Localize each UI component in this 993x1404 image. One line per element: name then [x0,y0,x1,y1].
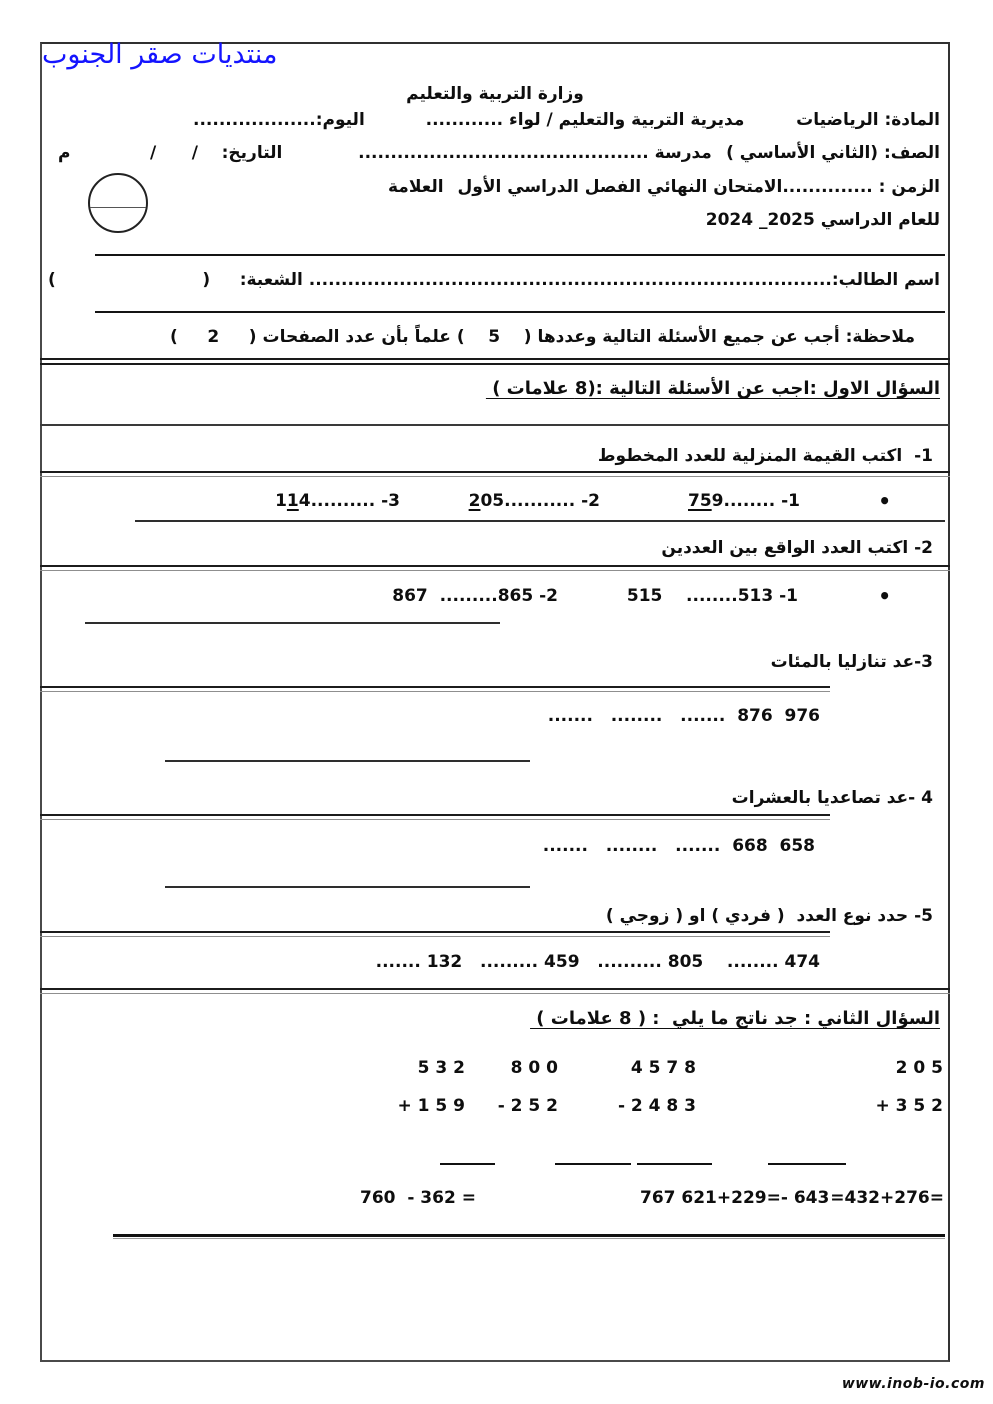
footer-url: www.inob-io.com [841,1376,985,1392]
ministry-title: وزارة التربية والتعليم [406,84,584,104]
arithmetic-column-4 [335,1058,465,1116]
q2-answer-rule [85,622,500,624]
q2-item-2: 867 .........865 -2 [392,586,558,606]
forum-watermark: منتديات صقر الجنوب [42,39,278,70]
mark-circle [88,173,148,233]
mark-label: العلامة [388,177,444,197]
operand-bottom: + 3 5 2 [875,1096,943,1116]
equation-middle: 767 621+229=- 643 [640,1188,830,1208]
q2-heading-rule [40,565,950,571]
digits-post: 9 [711,491,724,511]
day-field: اليوم:................... [193,110,365,130]
mark-circle-divider [90,207,146,208]
answer-dots: ........... [504,491,576,511]
section2-end-rule [113,1234,945,1239]
school-year-line [706,208,940,232]
separator-line-top [95,254,945,256]
item-index: -1 [775,491,800,511]
arithmetic-column-1 [813,1058,943,1116]
section2-title: السؤال الثاني : جد ناتج ما يلي : ( 8 علامات ) [530,1008,940,1029]
q1-item-2 [469,491,600,511]
operand-top: 2 0 5 [895,1058,943,1078]
underlined-digit: 75 [688,491,712,511]
operand-bottom: - 2 5 2 [497,1096,558,1116]
student-name-field: اسم الطالب:................................................................................. الشعبة: ( [202,270,940,290]
digits-post: 4 [298,491,311,511]
q1-item-1 [688,491,800,511]
q3-heading: 3-عد تنازليا بالمئات [770,652,933,672]
operand-bottom: - 2 4 8 3 [617,1096,696,1116]
q5-heading: 5- حدد نوع العدد ( فردي ) او ( زوجي ) [605,906,933,926]
year-label: للعام الدراسي [814,210,940,230]
directorate-label: مديرية التربية والتعليم / لواء ............ [425,110,745,130]
answer-dots: .......... [310,491,376,511]
operand-top: 5 3 2 [417,1058,465,1078]
section-close-paren: ) [48,270,56,290]
answer-dots: ........ [723,491,776,511]
digits-pre: 1 [275,491,287,511]
q3-sequence: ....... ........ ....... 876 976 [547,706,820,726]
operand-top: 4 5 7 8 [630,1058,696,1078]
q5-heading-rule [40,931,830,937]
operand-top: 8 0 0 [510,1058,558,1078]
item-index: -3 [375,491,400,511]
grade-label: الصف: (الثاني الأساسي ) [726,143,940,163]
q1-item-3 [275,491,400,511]
q4-heading-rule [40,814,830,820]
section1-end-rule [40,988,950,994]
q4-heading: 4 -عد تصاعديا بالعشرات [731,788,933,808]
note-line: ملاحظة: أجب عن جميع الأسئلة التالية وعددها ( 5 ) علماً بأن عدد الصفحات ( 2 ) [169,327,915,347]
answer-line-4 [768,1163,846,1165]
equation-right: =432+276= [830,1188,944,1208]
separator-line-bottom [95,311,945,313]
q1-answer-rule [135,520,945,522]
date-suffix: م [58,143,71,163]
date-field: التاريخ: / / [150,143,283,163]
section1-title: السؤال الاول :اجب عن الأسئلة التالية :(8 علامات ) [485,378,940,399]
time-exam-line: الزمن : ..............الامتحان النهائي الفصل الدراسي الأول [457,177,940,197]
digits-post: 05 [480,491,505,511]
item-index: -2 [575,491,600,511]
q5-sequence: ....... 132 ......... 459 .......... 805 ........ 474 [375,952,820,972]
answer-line-1 [440,1163,495,1165]
heavy-divider [40,358,950,365]
subject-label: المادة: الرياضيات [796,110,940,130]
underlined-digit: 1 [286,491,299,511]
operand-bottom: + 1 5 9 [397,1096,465,1116]
q3-answer-rule [165,760,530,762]
q4-answer-rule [165,886,530,888]
answer-line-3 [637,1163,712,1165]
underlined-digit: 2 [468,491,481,511]
school-field: مدرسة ............................................. [358,143,712,163]
q2-item-1: 515 ........513 -1 [626,586,798,606]
q1-bullet: • [878,489,891,513]
q3-heading-rule [40,686,830,692]
q4-sequence: ....... ........ ....... 668 658 [542,836,815,856]
equation-left: 760 - 362 = [360,1188,476,1208]
q2-bullet: • [878,584,891,608]
q1-heading-rule [40,471,950,477]
q1-heading: 1- اكتب القيمة المنزلية للعدد المخطوط [597,446,933,466]
answer-line-2 [555,1163,631,1165]
year-value: 2024 _2025 [705,210,815,230]
section1-divider [40,424,950,426]
q2-heading: 2- اكتب العدد الواقع بين العددين [661,538,933,558]
arithmetic-column-2 [566,1058,696,1116]
